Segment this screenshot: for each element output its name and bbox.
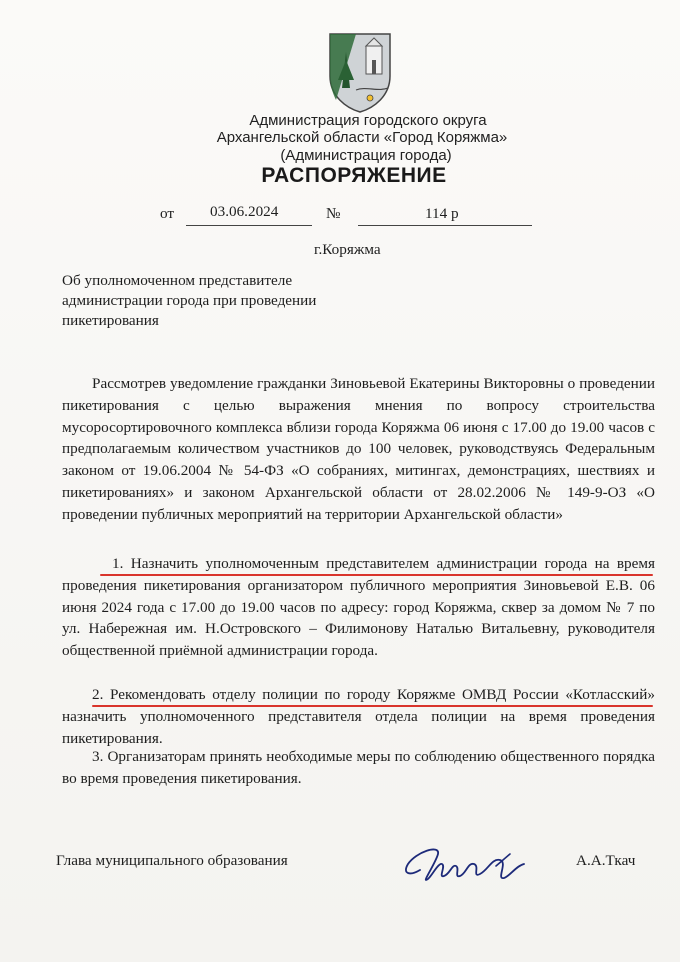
- preamble-paragraph: Рассмотрев уведомление гражданки Зиновьевой Екатерины Викторовны о проведении пикетирования с целью выражения мнения по вопросу строительства мусоросортировочного комплекса вблизи города Коряжма 06 июня с 17.00 до 19.00 часов с предполагаемым количеством участников до 100 человек, руководствуясь Федеральным законом от 19.06.2004 № 54-ФЗ «О собраниях, митингах, демонстрациях, шествиях и пикетированиях» и законом Архангельской области от 28.02.2006 № 149-9-ОЗ «О проведении публичных мероприятий на территории Архангельской области»: [62, 375, 655, 523]
- date-underline: [186, 225, 312, 226]
- order-item-1: 1. Назначить уполномоченным представителем администрации города на время проведения пикетирования организатором публичного мероприятия Зиновьевой Е.В. 06 июня 2024 года с 17.00 до 19.00 часов по адресу: город Коряжма, сквер за домом № 7 по ул. Набережная им. Н.Островского – Филимонову Наталью Витальевну, руководителя общественной приёмной администрации города.: [62, 555, 655, 660]
- highlight-underline-item2: [92, 705, 653, 707]
- document-subject: Об уполномоченном представителе администрации города при проведении пикетирования: [62, 272, 317, 329]
- city-name: г.Коряжма: [314, 241, 381, 258]
- from-label: от: [160, 205, 175, 222]
- number-underline: [358, 225, 532, 226]
- signatory-name: А.А.Ткач: [576, 852, 636, 869]
- document-date: 03.06.2024: [210, 203, 279, 220]
- handwritten-signature: [400, 840, 530, 886]
- order-item-2: 2. Рекомендовать отделу полиции по городу Коряжме ОМВД России «Котласский» назначить уполномоченного представителя отдела полиции на время проведения пикетирования.: [62, 686, 655, 747]
- highlight-underline-item1: [100, 574, 653, 576]
- order-item-3: 3. Организаторам принять необходимые меры по соблюдению общественного порядка во время проведения пикетирования.: [62, 748, 655, 787]
- header-org-line2: Архангельской области «Город Коряжма»: [216, 129, 508, 146]
- header-org-line1: Администрация городского округа: [249, 112, 487, 129]
- document-number: 114 р: [425, 205, 459, 222]
- header-org-line3: (Администрация города): [280, 147, 452, 164]
- number-label: №: [326, 205, 341, 222]
- coat-of-arms-icon: [326, 30, 394, 114]
- document-title: РАСПОРЯЖЕНИЕ: [261, 164, 447, 187]
- signatory-position: Глава муниципального образования: [56, 852, 288, 869]
